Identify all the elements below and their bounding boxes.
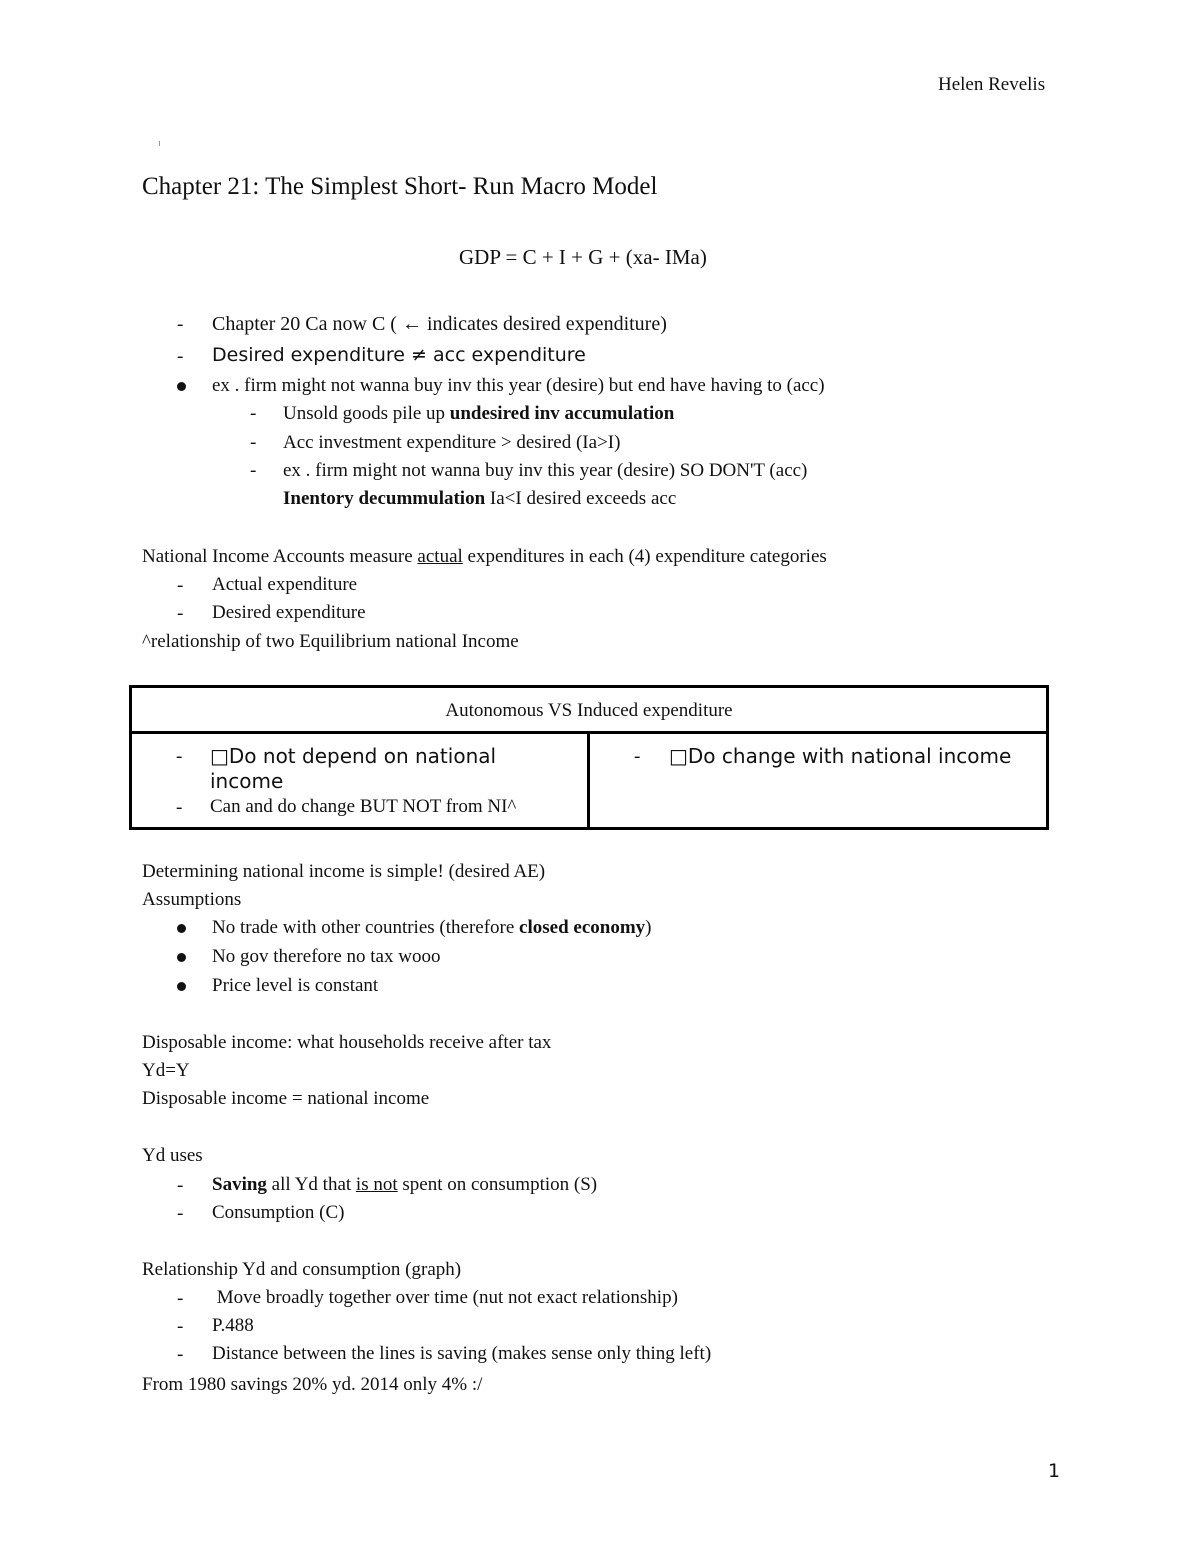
- dash-marker: -: [177, 1175, 184, 1196]
- ni-actual: actual: [417, 546, 463, 567]
- consumption-item: Consumption (C): [212, 1202, 345, 1223]
- bullet-marker: [177, 924, 186, 933]
- autonomous-line-2: income: [210, 769, 284, 793]
- dash-marker: -: [250, 432, 257, 453]
- unsold-goods-item: [283, 403, 674, 425]
- stray-mark: [159, 141, 160, 146]
- page-number: 1: [1048, 1460, 1061, 1482]
- dash-marker: -: [177, 1288, 184, 1309]
- ni-item-desired: Desired expenditure: [212, 602, 366, 623]
- inventory-rest: Ia<I desired exceeds acc: [485, 488, 677, 509]
- autonomous-line-1: □Do not depend on national: [210, 744, 497, 768]
- undesired-inv-term: undesired inv accumulation: [449, 403, 675, 424]
- bullet-marker: [177, 382, 186, 391]
- inventory-term: Inentory decummulation: [283, 488, 486, 509]
- dash-marker: -: [250, 403, 257, 424]
- relationship-item-3: Distance between the lines is saving (makes sense only thing left): [212, 1343, 712, 1364]
- dash-marker: -: [177, 603, 184, 624]
- savings-footer: From 1980 savings 20% yd. 2014 only 4% :/: [142, 1374, 483, 1395]
- dash-marker: -: [177, 575, 184, 596]
- assumption-2: No gov therefore no tax wooo: [212, 946, 441, 967]
- closed-economy-term: closed economy: [519, 917, 646, 938]
- national-income-line: [142, 546, 827, 568]
- saving-mid: all Yd that: [266, 1174, 356, 1195]
- saving-item: [212, 1174, 597, 1196]
- induced-line-1: □Do change with national income: [669, 744, 1012, 768]
- dash-marker: -: [177, 314, 184, 335]
- disposable-equals-national: Disposable income = national income: [142, 1088, 430, 1109]
- author-name: Helen Revelis: [938, 74, 1046, 95]
- disposable-definition: Disposable income: what households receive after tax: [142, 1032, 552, 1053]
- relationship-heading: Relationship Yd and consumption (graph): [142, 1259, 462, 1280]
- dash-marker: -: [176, 746, 183, 767]
- table-header: Autonomous VS Induced expenditure: [445, 700, 733, 721]
- yd-uses-heading: Yd uses: [142, 1145, 203, 1166]
- dash-marker: -: [634, 746, 641, 767]
- dash-marker: -: [177, 1203, 184, 1224]
- unsold-text: Unsold goods pile up: [283, 403, 450, 424]
- bullet-marker: [177, 982, 186, 991]
- ni-item-actual: Actual expenditure: [212, 574, 358, 595]
- inventory-decumulation: [283, 488, 676, 510]
- intro-item-2: Desired expenditure ≠ acc expenditure: [212, 344, 586, 366]
- assumption-1-post: ): [645, 917, 652, 938]
- autonomous-line-3: Can and do change BUT NOT from NI^: [210, 796, 517, 817]
- ni-pre: National Income Accounts measure: [142, 546, 418, 567]
- ni-post: expenditures in each (4) expenditure categories: [462, 546, 827, 567]
- assumption-1-pre: No trade with other countries (therefore: [212, 917, 520, 938]
- relationship-item-1: Move broadly together over time (nut not exact relationship): [212, 1287, 678, 1308]
- page-title: Chapter 21: The Simplest Short- Run Macro Model: [142, 173, 658, 200]
- dash-marker: -: [176, 797, 183, 818]
- example-1: ex . firm might not wanna buy inv this year (desire) but end have having to (acc): [212, 375, 825, 396]
- yd-equals-y: Yd=Y: [142, 1060, 190, 1081]
- determining-line: Determining national income is simple! (desired AE): [142, 861, 546, 882]
- bullet-marker: [177, 953, 186, 962]
- dash-marker: -: [177, 1316, 184, 1337]
- dash-marker: -: [177, 1344, 184, 1365]
- saving-term: Saving: [212, 1174, 267, 1195]
- dash-marker: -: [250, 460, 257, 481]
- assumption-3: Price level is constant: [212, 975, 379, 996]
- assumption-1: [212, 917, 652, 939]
- dash-marker: -: [177, 346, 184, 367]
- gdp-equation: GDP = C + I + G + (xa- IMa): [459, 245, 707, 269]
- acc-investment-item: Acc investment expenditure > desired (Ia>I): [283, 432, 621, 453]
- table-column-divider: [587, 731, 590, 830]
- relationship-item-2: P.488: [212, 1315, 254, 1336]
- example-2: ex . firm might not wanna buy inv this year (desire) SO DON'T (acc): [283, 460, 808, 481]
- assumptions-heading: Assumptions: [142, 889, 242, 910]
- ni-note: ^relationship of two Equilibrium national Income: [142, 631, 519, 652]
- intro-item-1: Chapter 20 Ca now C ( ← indicates desired expenditure): [212, 313, 667, 335]
- saving-is-not: is not: [355, 1174, 398, 1195]
- saving-post: spent on consumption (S): [397, 1174, 598, 1195]
